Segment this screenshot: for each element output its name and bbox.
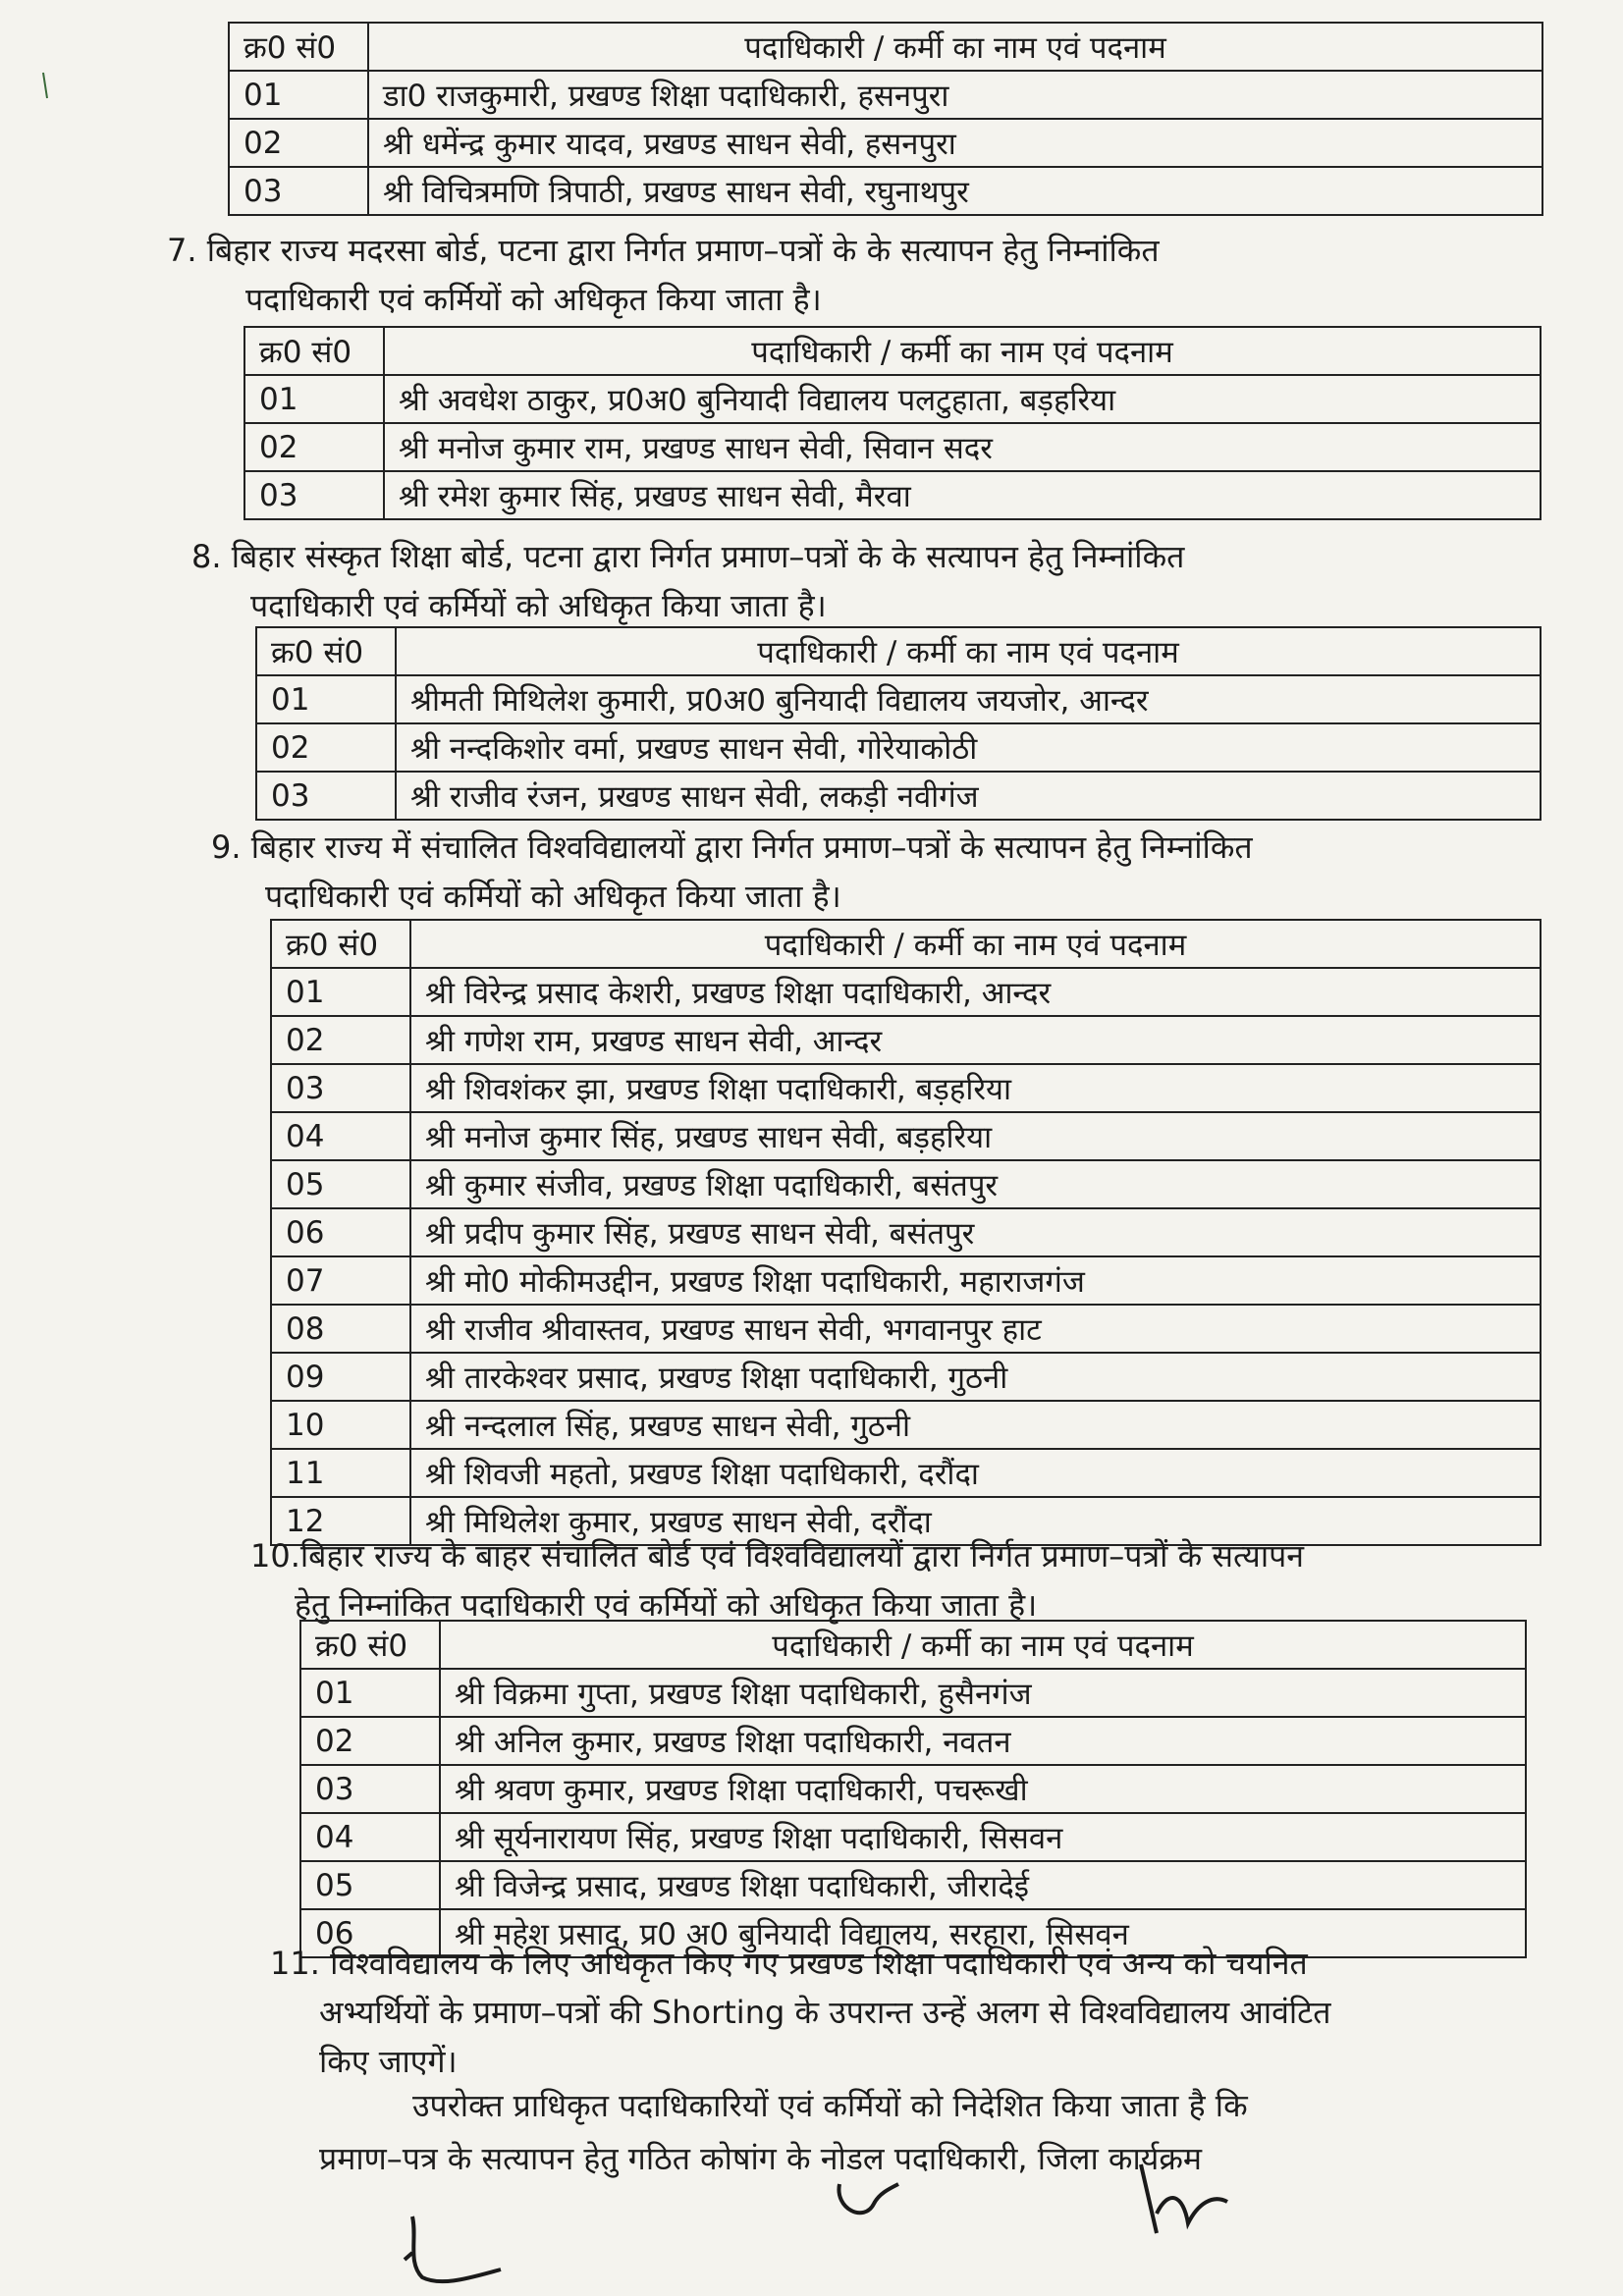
table-section-9 bbox=[270, 919, 1542, 1546]
row-name: श्री मो0 मोकीमउद्दीन, प्रखण्ड शिक्षा पदाधिकारी, महाराजगंज bbox=[410, 1256, 1541, 1305]
table-header-row bbox=[300, 1621, 1526, 1669]
section-10-text bbox=[187, 1531, 1542, 1629]
table-row bbox=[271, 1449, 1541, 1497]
section-line: बिहार राज्य के बाहर संचालित बोर्ड एवं विश्वविद्यालयों द्वारा निर्गत प्रमाण–पत्रों के सत्यापन bbox=[299, 1537, 1305, 1575]
section-line: पदाधिकारी एवं कर्मियों को अधिकृत किया जाता है। bbox=[245, 281, 822, 318]
row-serial: 02 bbox=[244, 423, 384, 471]
section-number: 8. bbox=[191, 538, 222, 575]
header-serial-no: क्र0 सं0 bbox=[271, 920, 410, 968]
header-name-designation: पदाधिकारी / कर्मी का नाम एवं पदनाम bbox=[440, 1621, 1526, 1669]
table-row bbox=[256, 772, 1541, 820]
row-name: श्री राजीव रंजन, प्रखण्ड साधन सेवी, लकड़ी नवीगंज bbox=[396, 772, 1541, 820]
row-name: श्री नन्दकिशोर वर्मा, प्रखण्ड साधन सेवी, गोरेयाकोठी bbox=[396, 723, 1541, 772]
row-serial: 03 bbox=[256, 772, 396, 820]
row-serial: 02 bbox=[271, 1016, 410, 1064]
signature-mark-icon bbox=[830, 2164, 918, 2233]
row-serial: 03 bbox=[229, 167, 368, 215]
margin-mark-icon bbox=[29, 69, 59, 108]
table-row bbox=[244, 375, 1541, 423]
table-header-row bbox=[229, 23, 1542, 71]
row-name: श्री अवधेश ठाकुर, प्र0अ0 बुनियादी विद्यालय पलटुहाता, बड़हरिया bbox=[384, 375, 1541, 423]
row-serial: 03 bbox=[300, 1765, 440, 1813]
section-9-text bbox=[187, 823, 1542, 921]
header-name-designation: पदाधिकारी / कर्मी का नाम एवं पदनाम bbox=[368, 23, 1542, 71]
row-serial: 02 bbox=[300, 1717, 440, 1765]
row-serial: 02 bbox=[229, 119, 368, 167]
table-section-7 bbox=[243, 326, 1542, 520]
row-serial: 01 bbox=[244, 375, 384, 423]
table-row bbox=[229, 167, 1542, 215]
row-name: श्री शिवजी महतो, प्रखण्ड शिक्षा पदाधिकारी, दरौंदा bbox=[410, 1449, 1541, 1497]
header-serial-no: क्र0 सं0 bbox=[229, 23, 368, 71]
row-serial: 06 bbox=[300, 1909, 440, 1957]
table-row bbox=[271, 1353, 1541, 1401]
row-name: श्री विरेन्द्र प्रसाद केशरी, प्रखण्ड शिक्षा पदाधिकारी, आन्दर bbox=[410, 968, 1541, 1016]
section-line: अभ्यर्थियों के प्रमाण–पत्रों की Shorting के उपरान्त उन्हें अलग से विश्वविद्यालय आवंटित bbox=[319, 1994, 1331, 2031]
header-serial-no: क्र0 सं0 bbox=[244, 327, 384, 375]
table-header-row bbox=[256, 627, 1541, 675]
section-number: 11. bbox=[270, 1945, 320, 1982]
header-name-designation: पदाधिकारी / कर्मी का नाम एवं पदनाम bbox=[384, 327, 1541, 375]
section-8-text bbox=[187, 532, 1542, 630]
row-serial: 05 bbox=[300, 1861, 440, 1909]
table-header-row bbox=[244, 327, 1541, 375]
table-section-6 bbox=[228, 22, 1543, 216]
row-name: श्री प्रदीप कुमार सिंह, प्रखण्ड साधन सेवी, बसंतपुर bbox=[410, 1208, 1541, 1256]
header-name-designation: पदाधिकारी / कर्मी का नाम एवं पदनाम bbox=[410, 920, 1541, 968]
row-serial: 01 bbox=[300, 1669, 440, 1717]
section-line: बिहार संस्कृत शिक्षा बोर्ड, पटना द्वारा निर्गत प्रमाण–पत्रों के के सत्यापन हेतु निम्नांकित bbox=[231, 538, 1185, 575]
section-line: किए जाएगें। bbox=[319, 2043, 458, 2080]
row-name: श्री मनोज कुमार राम, प्रखण्ड साधन सेवी, सिवान सदर bbox=[384, 423, 1541, 471]
row-serial: 01 bbox=[256, 675, 396, 723]
row-name: डा0 राजकुमारी, प्रखण्ड शिक्षा पदाधिकारी, हसनपुरा bbox=[368, 71, 1542, 119]
row-name: श्री सूर्यनारायण सिंह, प्रखण्ड शिक्षा पदाधिकारी, सिसवन bbox=[440, 1813, 1526, 1861]
table-row bbox=[271, 1160, 1541, 1208]
section-line: विश्वविद्यालय के लिए अधिकृत किए गए प्रखण्ड शिक्षा पदाधिकारी एवं अन्य को चयनित bbox=[330, 1945, 1308, 1982]
row-name: श्री महेश प्रसाद, प्र0 अ0 बुनियादी विद्यालय, सरहारा, सिसवन bbox=[440, 1909, 1526, 1957]
row-name: श्री गणेश राम, प्रखण्ड साधन सेवी, आन्दर bbox=[410, 1016, 1541, 1064]
row-name: श्री विक्रमा गुप्ता, प्रखण्ड शिक्षा पदाधिकारी, हुसैनगंज bbox=[440, 1669, 1526, 1717]
section-line: पदाधिकारी एवं कर्मियों को अधिकृत किया जाता है। bbox=[265, 878, 841, 915]
row-name: श्री राजीव श्रीवास्तव, प्रखण्ड साधन सेवी, भगवानपुर हाट bbox=[410, 1305, 1541, 1353]
section-line: बिहार राज्य मदरसा बोर्ड, पटना द्वारा निर्गत प्रमाण–पत्रों के के सत्यापन हेतु निम्नांकित bbox=[206, 232, 1160, 269]
header-serial-no: क्र0 सं0 bbox=[256, 627, 396, 675]
section-number: 7. bbox=[167, 232, 197, 269]
row-serial: 12 bbox=[271, 1497, 410, 1545]
header-name-designation: पदाधिकारी / कर्मी का नाम एवं पदनाम bbox=[396, 627, 1541, 675]
row-serial: 02 bbox=[256, 723, 396, 772]
section-11-text bbox=[187, 1939, 1542, 2086]
row-name: श्री विजेन्द्र प्रसाद, प्रखण्ड शिक्षा पदाधिकारी, जीरादेई bbox=[440, 1861, 1526, 1909]
row-name: श्री श्रवण कुमार, प्रखण्ड शिक्षा पदाधिकारी, पचरूखी bbox=[440, 1765, 1526, 1813]
table-row bbox=[300, 1861, 1526, 1909]
row-name: श्री विचित्रमणि त्रिपाठी, प्रखण्ड साधन सेवी, रघुनाथपुर bbox=[368, 167, 1542, 215]
row-name: श्री मिथिलेश कुमार, प्रखण्ड साधन सेवी, दरौंदा bbox=[410, 1497, 1541, 1545]
row-serial: 01 bbox=[271, 968, 410, 1016]
row-name: श्री नन्दलाल सिंह, प्रखण्ड साधन सेवी, गुठनी bbox=[410, 1401, 1541, 1449]
row-name: श्री रमेश कुमार सिंह, प्रखण्ड साधन सेवी, मैरवा bbox=[384, 471, 1541, 519]
table-header-row bbox=[271, 920, 1541, 968]
row-serial: 04 bbox=[271, 1112, 410, 1160]
table-row bbox=[256, 675, 1541, 723]
table-row bbox=[271, 1112, 1541, 1160]
table-row bbox=[271, 1208, 1541, 1256]
section-number: 10. bbox=[250, 1537, 300, 1575]
row-serial: 07 bbox=[271, 1256, 410, 1305]
table-section-8 bbox=[255, 626, 1542, 821]
row-serial: 01 bbox=[229, 71, 368, 119]
row-name: श्री तारकेश्वर प्रसाद, प्रखण्ड शिक्षा पदाधिकारी, गुठनी bbox=[410, 1353, 1541, 1401]
row-name: श्री शिवशंकर झा, प्रखण्ड शिक्षा पदाधिकारी, बड़हरिया bbox=[410, 1064, 1541, 1112]
row-serial: 03 bbox=[271, 1064, 410, 1112]
section-7-text bbox=[167, 226, 1542, 324]
row-name: श्री कुमार संजीव, प्रखण्ड शिक्षा पदाधिकारी, बसंतपुर bbox=[410, 1160, 1541, 1208]
table-row bbox=[244, 471, 1541, 519]
signature-mark-icon bbox=[1129, 2155, 1237, 2243]
table-row bbox=[300, 1669, 1526, 1717]
row-serial: 03 bbox=[244, 471, 384, 519]
header-serial-no: क्र0 सं0 bbox=[300, 1621, 440, 1669]
table-row bbox=[300, 1813, 1526, 1861]
row-serial: 08 bbox=[271, 1305, 410, 1353]
table-row bbox=[271, 1401, 1541, 1449]
section-number: 9. bbox=[211, 828, 242, 866]
row-serial: 05 bbox=[271, 1160, 410, 1208]
table-row bbox=[244, 423, 1541, 471]
row-serial: 09 bbox=[271, 1353, 410, 1401]
table-row bbox=[229, 119, 1542, 167]
row-serial: 06 bbox=[271, 1208, 410, 1256]
section-line: पदाधिकारी एवं कर्मियों को अधिकृत किया जाता है। bbox=[250, 587, 827, 624]
table-row bbox=[271, 1256, 1541, 1305]
row-name: श्री धमेंन्द्र कुमार यादव, प्रखण्ड साधन सेवी, हसनपुरा bbox=[368, 119, 1542, 167]
row-name: श्रीमती मिथिलेश कुमारी, प्र0अ0 बुनियादी विद्यालय जयजोर, आन्दर bbox=[396, 675, 1541, 723]
table-row bbox=[271, 1016, 1541, 1064]
closing-line-1: उपरोक्त प्राधिकृत पदाधिकारियों एवं कर्मियों को निदेशित किया जाता है कि bbox=[412, 2087, 1248, 2124]
table-row bbox=[271, 1305, 1541, 1353]
table-row bbox=[256, 723, 1541, 772]
row-name: श्री अनिल कुमार, प्रखण्ड शिक्षा पदाधिकारी, नवतन bbox=[440, 1717, 1526, 1765]
row-serial: 04 bbox=[300, 1813, 440, 1861]
row-serial: 11 bbox=[271, 1449, 410, 1497]
signature-mark-icon bbox=[393, 2209, 511, 2292]
table-row bbox=[300, 1717, 1526, 1765]
closing-line-2: प्रमाण–पत्र के सत्यापन हेतु गठित कोषांग के नोडल पदाधिकारी, जिला कार्यक्रम bbox=[319, 2140, 1203, 2177]
table-row bbox=[271, 968, 1541, 1016]
section-line: हेतु निम्नांकित पदाधिकारी एवं कर्मियों को अधिकृत किया जाता है। bbox=[295, 1586, 1038, 1624]
section-line: बिहार राज्य में संचालित विश्वविद्यालयों द्वारा निर्गत प्रमाण–पत्रों के सत्यापन हेतु निम्नांकित bbox=[250, 828, 1253, 866]
table-row bbox=[271, 1064, 1541, 1112]
table-section-10 bbox=[299, 1620, 1527, 1958]
row-name: श्री मनोज कुमार सिंह, प्रखण्ड साधन सेवी, बड़हरिया bbox=[410, 1112, 1541, 1160]
table-row bbox=[300, 1765, 1526, 1813]
row-serial: 10 bbox=[271, 1401, 410, 1449]
table-row bbox=[229, 71, 1542, 119]
